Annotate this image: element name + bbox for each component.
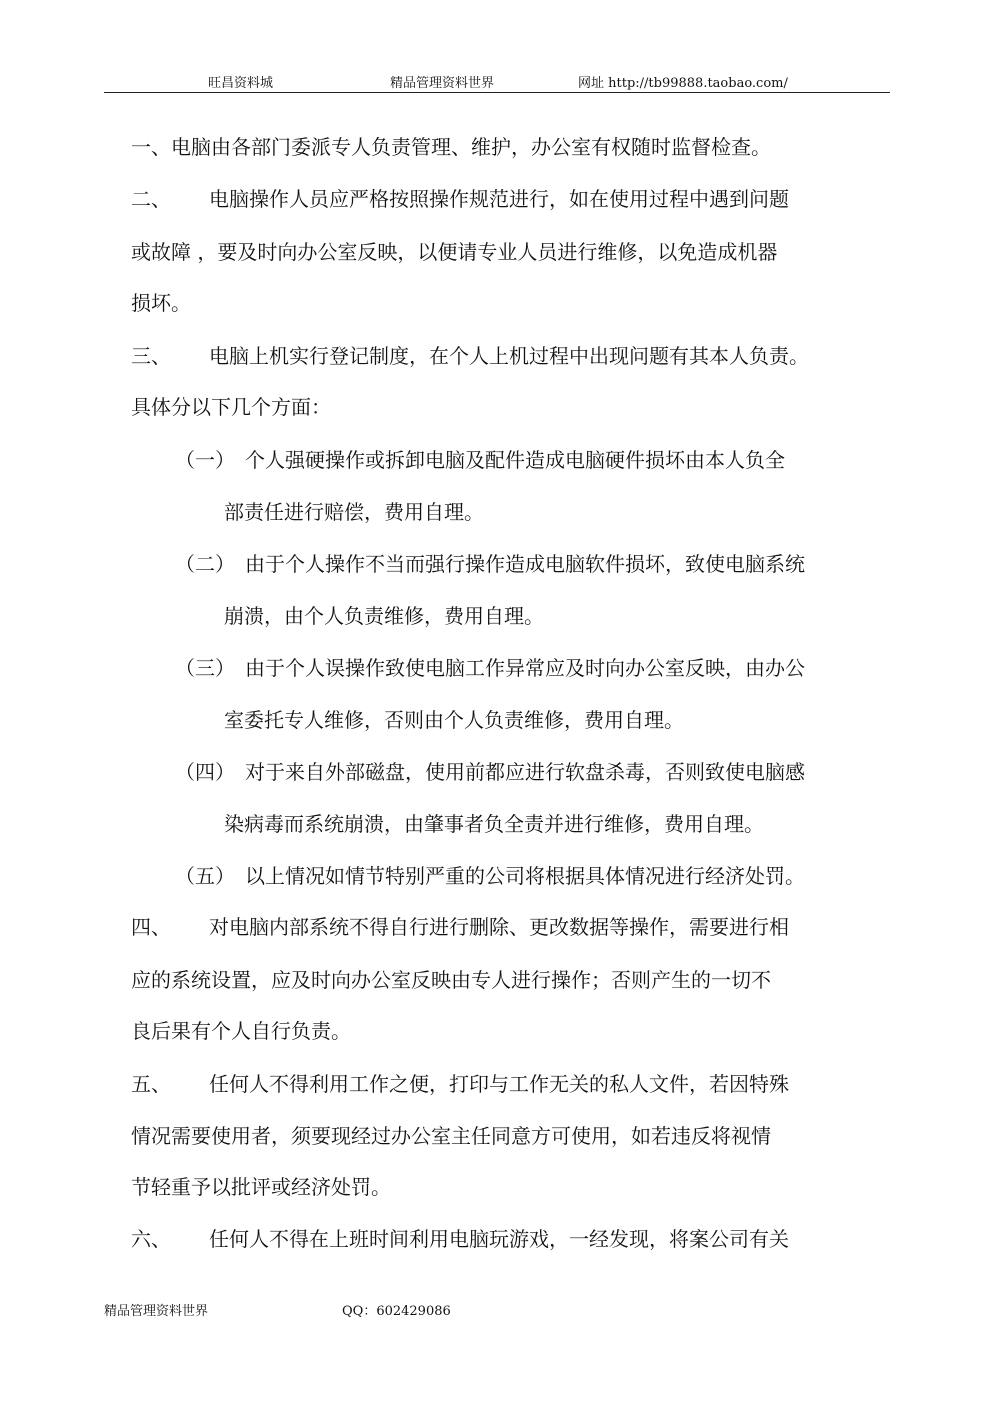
item-5-line-1 bbox=[131, 1072, 789, 1096]
header-url[interactable]: 网址 http://tb99888.taobao.com/ bbox=[578, 76, 788, 91]
item-6-line-1 bbox=[131, 1227, 789, 1251]
subitem-3-line-2 bbox=[224, 708, 684, 732]
header-slogan: 精品管理资料世界 bbox=[390, 76, 495, 91]
subitem-2-line-2 bbox=[224, 604, 544, 628]
subitem-1-text-2: 部责任进行赔偿，费用自理。 bbox=[224, 500, 484, 524]
subitem-4-line-2 bbox=[224, 812, 764, 836]
subitem-3-number: （三） bbox=[175, 656, 235, 680]
subitem-1-line-1 bbox=[175, 448, 785, 472]
subitem-3-line-1 bbox=[175, 656, 805, 680]
item-1-text: 电脑由各部门委派专人负责管理、维护，办公室有权随时监督检查。 bbox=[171, 135, 771, 159]
item-2-text-2: 或故障 ，要及时向办公室反映，以便请专业人员进行维修，以免造成机器 bbox=[131, 240, 778, 264]
item-2-line-3 bbox=[131, 291, 191, 315]
footer-qq: QQ：602429086 bbox=[342, 1304, 451, 1319]
item-1-line-1 bbox=[131, 135, 771, 159]
item-5-text-2: 情况需要使用者，须要现经过办公室主任同意方可使用，如若违反将视情 bbox=[131, 1124, 771, 1148]
subitem-2-line-1 bbox=[175, 552, 805, 576]
header-site-name: 旺昌资料城 bbox=[208, 76, 274, 91]
item-2-number: 二、 bbox=[131, 187, 171, 211]
item-6-number: 六、 bbox=[131, 1227, 171, 1251]
item-2-text-1: 电脑操作人员应严格按照操作规范进行，如在使用过程中遇到问题 bbox=[209, 187, 789, 211]
item-4-text-1: 对电脑内部系统不得自行进行删除、更改数据等操作，需要进行相 bbox=[209, 915, 789, 939]
page-header bbox=[104, 70, 890, 93]
item-6-text-1: 任何人不得在上班时间利用电脑玩游戏，一经发现，将案公司有关 bbox=[209, 1227, 789, 1251]
subitem-2-text-1: 由于个人操作不当而强行操作造成电脑软件损坏，致使电脑系统 bbox=[245, 552, 805, 576]
item-5-line-3 bbox=[131, 1175, 391, 1199]
subitem-1-number: （一） bbox=[175, 448, 235, 472]
item-4-text-2: 应的系统设置，应及时向办公室反映由专人进行操作；否则产生的一切不 bbox=[131, 968, 771, 992]
subitem-4-text-2: 染病毒而系统崩溃，由肇事者负全责并进行维修，费用自理。 bbox=[224, 812, 764, 836]
item-4-line-3 bbox=[131, 1019, 351, 1043]
item-3-text-1: 电脑上机实行登记制度，在个人上机过程中出现问题有其本人负责。 bbox=[209, 344, 809, 368]
item-3-number: 三、 bbox=[131, 344, 171, 368]
subitem-4-text-1: 对于来自外部磁盘，使用前都应进行软盘杀毒，否则致使电脑感 bbox=[245, 760, 805, 784]
item-3-line-2 bbox=[131, 395, 331, 419]
subitem-1-text-1: 个人强硬操作或拆卸电脑及配件造成电脑硬件损坏由本人负全 bbox=[245, 448, 785, 472]
subitem-1-line-2 bbox=[224, 500, 484, 524]
subitem-4-number: （四） bbox=[175, 760, 235, 784]
subitem-5-line-1 bbox=[175, 864, 805, 888]
item-3-text-2: 具体分以下几个方面： bbox=[131, 395, 331, 419]
subitem-2-number: （二） bbox=[175, 552, 235, 576]
item-4-line-1 bbox=[131, 915, 789, 939]
item-4-line-2 bbox=[131, 968, 771, 992]
subitem-3-text-1: 由于个人误操作致使电脑工作异常应及时向办公室反映，由办公 bbox=[245, 656, 805, 680]
item-5-text-1: 任何人不得利用工作之便，打印与工作无关的私人文件，若因特殊 bbox=[209, 1072, 789, 1096]
item-5-text-3: 节轻重予以批评或经济处罚。 bbox=[131, 1175, 391, 1199]
item-3-line-1 bbox=[131, 344, 809, 368]
subitem-5-number: （五） bbox=[175, 864, 235, 888]
subitem-5-text-1: 以上情况如情节特别严重的公司将根据具体情况进行经济处罚。 bbox=[245, 864, 805, 888]
subitem-4-line-1 bbox=[175, 760, 805, 784]
item-2-line-1 bbox=[131, 187, 789, 211]
item-1-number: 一、 bbox=[131, 135, 171, 159]
item-2-line-2 bbox=[131, 240, 777, 264]
item-5-number: 五、 bbox=[131, 1072, 171, 1096]
item-4-number: 四、 bbox=[131, 915, 171, 939]
subitem-3-text-2: 室委托专人维修，否则由个人负责维修，费用自理。 bbox=[224, 708, 684, 732]
item-4-text-3: 良后果有个人自行负责。 bbox=[131, 1019, 351, 1043]
subitem-2-text-2: 崩溃，由个人负责维修，费用自理。 bbox=[224, 604, 544, 628]
item-5-line-2 bbox=[131, 1124, 771, 1148]
item-2-text-3: 损坏。 bbox=[131, 291, 191, 315]
footer-site-name: 精品管理资料世界 bbox=[104, 1304, 209, 1319]
